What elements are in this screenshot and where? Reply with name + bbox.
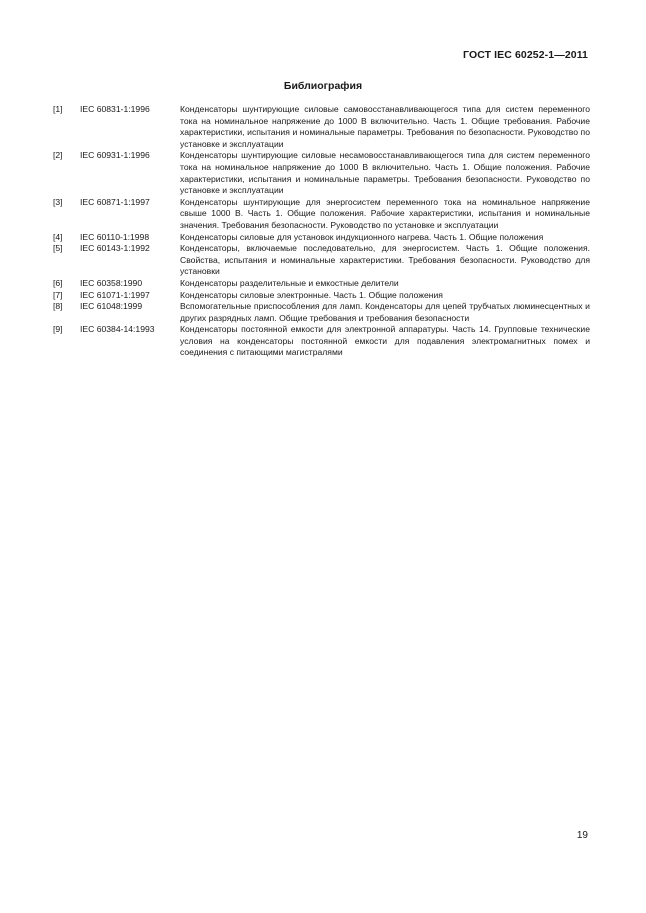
ref-code: IEC 60831-1:1996	[80, 104, 150, 114]
list-item	[53, 197, 590, 232]
ref-code: IEC 60143-1:1992	[80, 243, 150, 254]
list-item	[53, 243, 590, 278]
document-code: ГОСТ IEC 60252-1—2011	[463, 49, 588, 61]
list-item	[53, 290, 590, 302]
ref-title: Конденсаторы, включаемые последовательно, для энергосистем. Часть 1. Общие положения. Свойства, испытания и номинальные характеристики. Требования безопасности. Руководство для установки	[180, 243, 590, 277]
ref-title: Конденсаторы силовые для установок индукционного нагрева. Часть 1. Общие положения	[180, 231, 544, 242]
ref-title: Конденсаторы постоянной емкости для электронной аппаратуры. Часть 14. Групповые технические условия на конденсаторы постоянной емкости для подавления электромагнитных помех и соединения с питающими магистралями	[180, 324, 590, 358]
ref-number: [8]	[53, 301, 63, 312]
ref-code: IEC 61071-1:1997	[80, 289, 150, 300]
ref-number: [2]	[53, 150, 63, 161]
ref-code: IEC 60358:1990	[80, 277, 143, 288]
ref-number: [4]	[53, 231, 63, 242]
ref-code: IEC 60384-14:1993	[80, 324, 155, 335]
ref-title: Конденсаторы шунтирующие для энергосистем переменного тока на номинальное напряжение свыше 1000 В. Часть 1. Общие положения. Рабочие характеристики, испытания и номинальные значения. Требования безопасности. Руководство по установке и эксплуатации	[180, 196, 590, 230]
bibliography-list	[53, 104, 590, 359]
ref-number: [9]	[53, 324, 63, 335]
ref-code: IEC 60931-1:1996	[80, 150, 150, 161]
list-item	[53, 150, 590, 196]
list-item	[53, 232, 590, 244]
list-item	[53, 324, 590, 359]
ref-number: [3]	[53, 196, 63, 207]
ref-number: [1]	[53, 104, 63, 114]
ref-title: Конденсаторы шунтирующие силовые самовосстанавливающегося типа для систем переменного тока на номинальное напряжение до 1000 В включительно. Часть 1. Общие требования. Рабочие характеристики, испытания и номинальные параметры. Требования по безопасности. Руководство по установке и эксплуатации	[180, 104, 590, 149]
list-item	[53, 104, 590, 150]
list-item	[53, 278, 590, 290]
ref-title: Конденсаторы силовые электронные. Часть 1. Общие положения	[180, 289, 443, 300]
page-title: Библиография	[283, 80, 363, 92]
ref-number: [6]	[53, 277, 63, 288]
ref-code: IEC 60110-1:1998	[80, 231, 150, 242]
ref-title: Вспомогательные приспособления для ламп. Конденсаторы для цепей трубчатых люминесцентных и других разрядных ламп. Общие требования и требования безопасности	[180, 301, 590, 323]
ref-number: [5]	[53, 243, 63, 254]
ref-code: IEC 61048:1999	[80, 301, 143, 312]
page-number: 19	[576, 830, 588, 841]
ref-title: Конденсаторы шунтирующие силовые несамовосстанавливающегося типа для систем переменного тока на номинальное напряжение до 1000 В включительно. Часть 1. Общие положения. Рабочие характеристики, испытания и номинальные параметры. Требования безопасности. Руководство по установке и эксплуатации	[180, 150, 590, 196]
ref-code: IEC 60871-1:1997	[80, 196, 150, 207]
ref-number: [7]	[53, 289, 63, 300]
list-item	[53, 301, 590, 324]
ref-title: Конденсаторы разделительные и емкостные делители	[180, 277, 399, 288]
